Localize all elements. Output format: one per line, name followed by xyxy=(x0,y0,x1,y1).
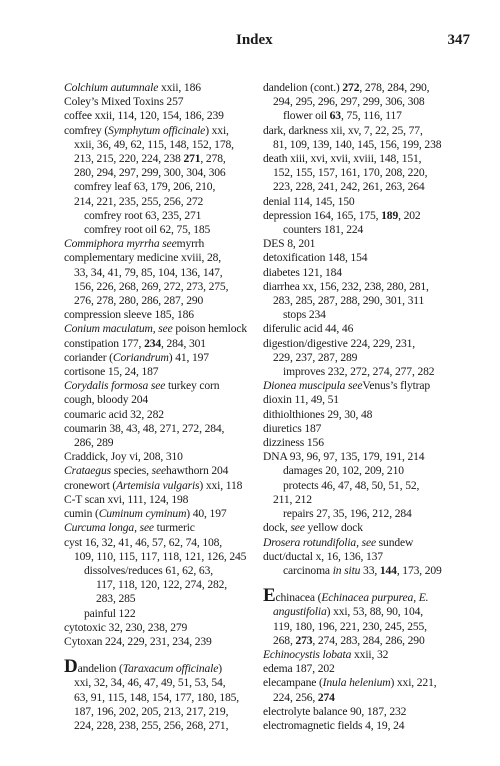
index-text: xxii, 186 xyxy=(158,81,201,94)
index-line xyxy=(64,223,258,237)
index-line xyxy=(263,422,468,436)
index-text: Crataegus xyxy=(64,464,111,478)
index-text: coumaric acid 32, 282 xyxy=(64,407,164,421)
index-line xyxy=(64,450,258,464)
index-text: , 202 xyxy=(398,208,421,222)
index-text: dizziness 156 xyxy=(263,436,324,450)
index-text: , 173, 209 xyxy=(396,563,442,577)
index-line xyxy=(263,564,468,578)
index-line xyxy=(263,479,468,493)
index-line xyxy=(64,607,258,621)
index-text: sundew xyxy=(375,535,414,549)
index-text: dandelion (cont.) xyxy=(263,81,343,94)
index-line xyxy=(263,676,468,690)
index-text: carcinoma xyxy=(283,563,333,577)
index-text: coffee xxii, 114, 120, 154, 186, 239 xyxy=(64,109,224,123)
index-text: duct/ductal x, 16, 136, 137 xyxy=(263,549,383,563)
index-line xyxy=(263,507,468,521)
index-text: comfrey root 63, 235, 271 xyxy=(84,208,202,222)
index-text: yellow dock xyxy=(304,521,363,535)
index-text: flower oil xyxy=(283,109,330,123)
index-text: ) xxi, xyxy=(205,123,229,137)
index-text: detoxification 148, 154 xyxy=(263,251,368,265)
index-text: in situ xyxy=(332,563,361,577)
index-text: D xyxy=(64,656,78,678)
index-line xyxy=(64,280,258,294)
index-text: Craddick, Joy vi, 208, 310 xyxy=(64,450,183,464)
index-text: ) 41, 197 xyxy=(168,350,209,364)
index-text: diuretics 187 xyxy=(263,421,322,435)
index-text: comfrey ( xyxy=(64,123,109,137)
index-line xyxy=(64,422,258,436)
index-line xyxy=(64,705,258,719)
index-line xyxy=(64,180,258,194)
index-line xyxy=(263,166,468,180)
index-line xyxy=(263,450,468,464)
index-text: C-T scan xvi, 111, 124, 198 xyxy=(64,492,189,506)
index-text: 268, xyxy=(273,633,296,647)
index-text: 63 xyxy=(329,109,341,123)
index-line xyxy=(64,109,258,123)
running-head-title: Index xyxy=(236,32,273,48)
index-text: edema 187, 202 xyxy=(263,662,335,676)
index-line xyxy=(64,308,258,322)
page-number: 347 xyxy=(447,32,470,48)
index-line xyxy=(64,578,258,592)
index-text: 276, 278, 280, 286, 287, 290 xyxy=(74,294,204,308)
index-line xyxy=(64,337,258,351)
index-line xyxy=(263,124,468,138)
index-text: 274 xyxy=(317,690,335,704)
index-text: , 274, 283, 284, 286, 290 xyxy=(312,633,425,647)
index-text: elecampane ( xyxy=(263,676,323,690)
index-text: chinacea ( xyxy=(275,591,322,605)
index-text: DNA 93, 96, 97, 135, 179, 191, 214 xyxy=(263,450,425,464)
index-text: Symphytum officinale xyxy=(108,123,206,137)
index-line xyxy=(64,166,258,180)
page-header xyxy=(0,32,500,52)
index-text: 213, 215, 220, 224, 238 xyxy=(74,152,184,166)
index-text: 33, 34, 41, 79, 85, 104, 136, 147, xyxy=(74,265,223,279)
index-text: 272 xyxy=(342,81,360,94)
index-text: ) xxi, 53, 88, 90, 104, xyxy=(326,605,423,619)
index-line xyxy=(263,337,468,351)
index-text: 280, 294, 297, 299, 300, 304, 306 xyxy=(74,166,226,180)
index-column-left xyxy=(64,81,258,733)
index-text: see xyxy=(151,464,167,478)
index-text: Echinocystis lobata xyxy=(263,647,352,661)
index-text: 187, 196, 202, 205, 213, 217, 219, xyxy=(74,704,229,718)
index-line xyxy=(263,662,468,676)
index-text: counters 181, 224 xyxy=(283,223,364,237)
index-line xyxy=(263,195,468,209)
index-text: digestion/digestive 224, 229, 231, xyxy=(263,336,416,350)
index-line xyxy=(64,656,258,678)
index-text: turkey corn xyxy=(165,379,220,393)
index-line xyxy=(263,578,468,588)
index-line xyxy=(64,124,258,138)
index-text: , 278, 284, 290, xyxy=(359,81,430,94)
index-line xyxy=(64,365,258,379)
index-text: Drosera rotundifolia, see xyxy=(263,535,376,549)
index-text: 211, 212 xyxy=(273,492,312,506)
index-text: 214, 221, 235, 255, 256, 272 xyxy=(74,194,204,208)
index-text: diarrhea xx, 156, 232, 238, 280, 281, xyxy=(263,279,429,293)
index-line xyxy=(263,223,468,237)
index-text: comfrey root oil 62, 75, 185 xyxy=(84,223,211,237)
index-text: Commiphora myrrha see xyxy=(64,237,177,251)
index-text: Corydalis formosa see xyxy=(64,379,166,393)
index-text: 63, 91, 115, 148, 154, 177, 180, 185, xyxy=(74,690,240,704)
index-line xyxy=(64,393,258,407)
index-text: , 278, xyxy=(200,152,226,166)
index-text: 229, 237, 287, 289 xyxy=(273,350,358,364)
index-text: dioxin 11, 49, 51 xyxy=(263,393,339,407)
index-text: xxi, 32, 34, 46, 47, 49, 51, 53, 54, xyxy=(74,676,226,690)
index-line xyxy=(64,408,258,422)
index-text: 81, 109, 139, 140, 145, 156, 199, 238 xyxy=(273,137,442,151)
index-text: xxii, 36, 49, 62, 115, 148, 152, 178, xyxy=(74,137,234,151)
index-text: E xyxy=(263,585,276,607)
index-text: damages 20, 102, 209, 210 xyxy=(283,464,404,478)
index-text: death xiii, xvi, xvii, xviii, 148, 151, xyxy=(263,152,422,166)
index-text: ) xyxy=(218,662,222,676)
index-line xyxy=(263,393,468,407)
index-line xyxy=(263,464,468,478)
index-text: cortisone 15, 24, 187 xyxy=(64,365,159,379)
index-line xyxy=(64,691,258,705)
index-text: Artemisia vulgaris xyxy=(116,478,200,492)
index-text: Coriandrum xyxy=(112,350,169,364)
index-text: protects 46, 47, 48, 50, 51, 52, xyxy=(283,478,420,492)
index-line xyxy=(263,536,468,550)
index-line xyxy=(263,180,468,194)
index-line xyxy=(263,322,468,336)
index-text: diabetes 121, 184 xyxy=(263,265,342,279)
index-text: electrolyte balance 90, 187, 232 xyxy=(263,704,407,718)
index-line xyxy=(64,550,258,564)
index-text: 152, 155, 157, 161, 170, 208, 220, xyxy=(273,166,428,180)
index-text: poison hemlock xyxy=(172,322,247,336)
index-text: Inula helenium xyxy=(322,676,391,690)
index-text: dithiolthiones 29, 30, 48 xyxy=(263,407,373,421)
index-text: 144 xyxy=(379,563,397,577)
index-line xyxy=(64,649,258,659)
index-line xyxy=(263,634,468,648)
index-text: xxii, 32 xyxy=(351,647,389,661)
index-line xyxy=(64,719,258,733)
index-line xyxy=(64,536,258,550)
index-line xyxy=(263,95,468,109)
index-line xyxy=(263,209,468,223)
index-text: dark, darkness xii, xv, 7, 22, 25, 77, xyxy=(263,123,423,137)
index-text: ) xxi, 221, xyxy=(390,676,437,690)
index-line xyxy=(263,251,468,265)
index-line xyxy=(263,493,468,507)
index-text: cumin ( xyxy=(64,507,99,521)
index-line xyxy=(263,550,468,564)
index-text: 234 xyxy=(144,336,162,350)
index-line xyxy=(263,691,468,705)
index-line xyxy=(64,493,258,507)
index-text: Dionea muscipula see xyxy=(263,379,363,393)
index-text: diferulic acid 44, 46 xyxy=(263,322,354,336)
index-text: Cuminum cyminum xyxy=(98,507,187,521)
index-line xyxy=(263,719,468,733)
index-text: coumarin 38, 43, 48, 271, 272, 284, xyxy=(64,421,225,435)
index-line xyxy=(64,266,258,280)
index-line xyxy=(64,237,258,251)
index-text: 294, 295, 296, 297, 299, 306, 308 xyxy=(273,95,425,109)
index-text: angustifolia xyxy=(273,605,327,619)
index-text: complementary medicine xviii, 28, xyxy=(64,251,221,265)
index-line xyxy=(64,379,258,393)
index-text: 273 xyxy=(295,633,313,647)
index-line xyxy=(263,138,468,152)
index-line xyxy=(64,152,258,166)
index-text: 156, 226, 268, 269, 272, 273, 275, xyxy=(74,279,229,293)
index-text: hawthorn 204 xyxy=(166,464,229,478)
index-text: improves 232, 272, 274, 277, 282 xyxy=(283,365,435,379)
index-text: , 75, 116, 117 xyxy=(340,109,402,123)
index-text: , 284, 301 xyxy=(161,336,206,350)
index-text: see xyxy=(290,521,305,535)
index-text: Venus’s flytrap xyxy=(362,379,431,393)
index-line xyxy=(263,266,468,280)
index-text: dock, xyxy=(263,521,291,535)
index-text: dissolves/reduces 61, 62, 63, xyxy=(84,563,213,577)
index-text: cronewort ( xyxy=(64,478,117,492)
index-line xyxy=(263,408,468,422)
index-line xyxy=(263,521,468,535)
index-text: 283, 285, 287, 288, 290, 301, 311 xyxy=(273,294,425,308)
index-text: Conium maculatum, see xyxy=(64,322,173,336)
index-text: repairs 27, 35, 196, 212, 284 xyxy=(283,507,412,521)
index-text: stops 234 xyxy=(283,308,326,322)
index-line xyxy=(64,322,258,336)
index-text: 224, 228, 238, 255, 256, 268, 271, xyxy=(74,718,229,732)
index-line xyxy=(263,109,468,123)
index-line xyxy=(64,251,258,265)
index-text: species, xyxy=(110,464,152,478)
index-line xyxy=(263,705,468,719)
index-text: constipation 177, xyxy=(64,336,145,350)
index-line xyxy=(64,195,258,209)
index-line xyxy=(263,620,468,634)
index-text: cough, bloody 204 xyxy=(64,393,149,407)
index-line xyxy=(263,308,468,322)
index-line xyxy=(64,479,258,493)
index-text: 283, 285 xyxy=(96,592,136,606)
index-line xyxy=(263,436,468,450)
index-text: ) 40, 197 xyxy=(186,507,227,521)
index-line xyxy=(64,294,258,308)
index-text: 189 xyxy=(381,208,399,222)
index-text: Echinacea purpurea, E. xyxy=(321,591,429,605)
index-line xyxy=(64,436,258,450)
index-line xyxy=(64,564,258,578)
index-line xyxy=(64,81,258,95)
index-text: Coley’s Mixed Toxins 257 xyxy=(64,95,184,109)
index-line xyxy=(64,351,258,365)
index-text: comfrey leaf 63, 179, 206, 210, xyxy=(74,180,216,194)
index-text: Curcuma longa, see xyxy=(64,521,154,535)
index-line xyxy=(263,585,468,607)
index-line xyxy=(263,379,468,393)
index-line xyxy=(263,280,468,294)
index-text: painful 122 xyxy=(84,606,136,620)
index-text: electromagnetic fields 4, 19, 24 xyxy=(263,718,405,732)
index-text: depression 164, 165, 175, xyxy=(263,208,382,222)
index-line xyxy=(263,237,468,251)
index-line xyxy=(64,621,258,635)
index-text: 117, 118, 120, 122, 274, 282, xyxy=(96,578,228,592)
index-line xyxy=(64,464,258,478)
index-text: 33, xyxy=(360,563,380,577)
index-text: Taraxacum officinale xyxy=(122,662,219,676)
index-line xyxy=(263,81,468,95)
index-line xyxy=(263,351,468,365)
index-line xyxy=(64,521,258,535)
index-text: Colchium autumnale xyxy=(64,81,159,94)
index-text: compression sleeve 185, 186 xyxy=(64,308,194,322)
index-line xyxy=(64,138,258,152)
index-text: 224, 256, xyxy=(273,690,318,704)
index-line xyxy=(64,209,258,223)
index-line xyxy=(64,507,258,521)
index-text: 271 xyxy=(183,152,201,166)
index-line xyxy=(64,592,258,606)
index-text: 109, 110, 115, 117, 118, 121, 126, 245 xyxy=(74,549,247,563)
index-line xyxy=(64,635,258,649)
index-line xyxy=(64,95,258,109)
index-line xyxy=(263,152,468,166)
index-text: 286, 289 xyxy=(74,436,114,450)
index-text: denial 114, 145, 150 xyxy=(263,194,355,208)
index-text: myrrh xyxy=(176,237,205,251)
index-text: Cytoxan 224, 229, 231, 234, 239 xyxy=(64,634,212,648)
index-text: turmeric xyxy=(153,521,195,535)
index-text: andelion ( xyxy=(77,662,123,676)
index-line xyxy=(64,676,258,690)
index-text: coriander ( xyxy=(64,350,113,364)
index-line xyxy=(263,648,468,662)
index-line xyxy=(263,605,468,619)
index-line xyxy=(263,294,468,308)
index-text: DES 8, 201 xyxy=(263,237,316,251)
index-text: cytotoxic 32, 230, 238, 279 xyxy=(64,620,188,634)
index-column-right xyxy=(263,81,468,733)
index-line xyxy=(263,365,468,379)
index-text: 119, 180, 196, 221, 230, 245, 255, xyxy=(273,619,427,633)
index-text: cyst 16, 32, 41, 46, 57, 62, 74, 108, xyxy=(64,535,223,549)
index-text: 223, 228, 241, 242, 261, 263, 264 xyxy=(273,180,425,194)
index-text: ) xxi, 118 xyxy=(199,478,243,492)
